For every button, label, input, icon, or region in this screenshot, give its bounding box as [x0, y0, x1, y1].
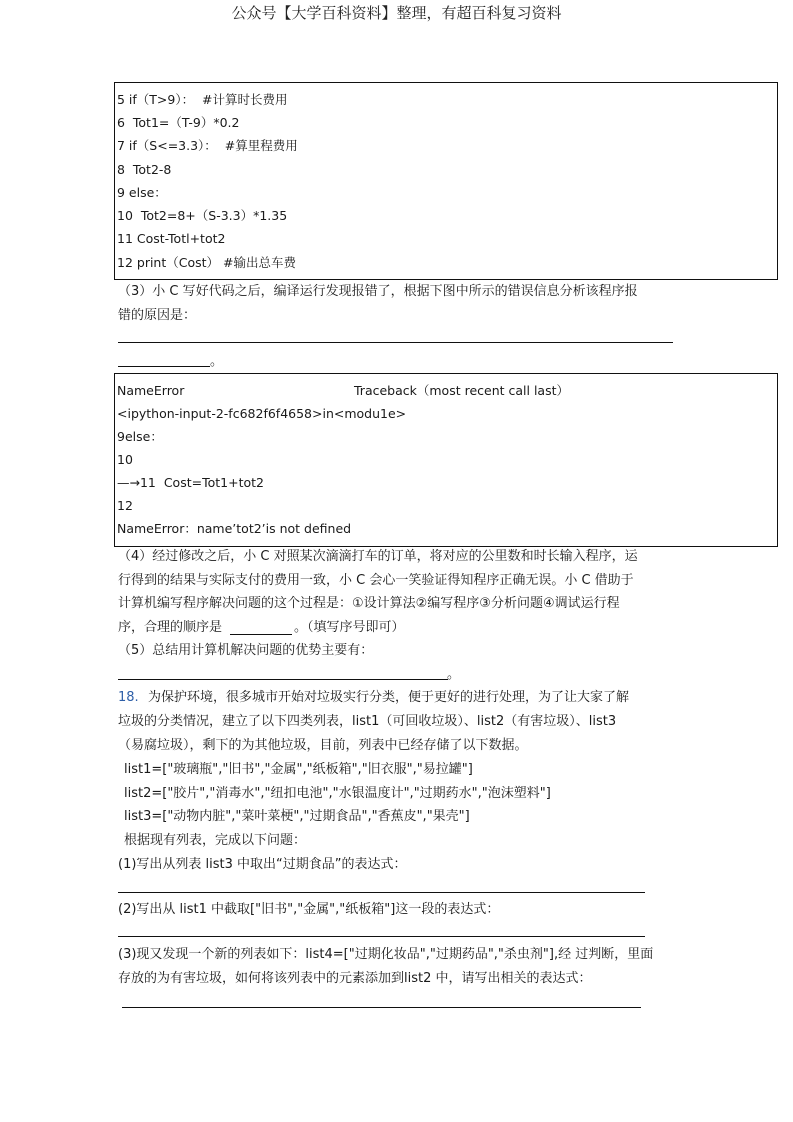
code-line: 9 else：: [117, 185, 167, 200]
q3-text-line: （3）小 C 写好代码之后，编译运行发现报错了，根据下图中所示的错误信息分析该程序报: [118, 284, 638, 299]
list1-data: list1=["玻璃瓶","旧书","金属","纸板箱","旧衣服","易拉罐"]: [124, 762, 473, 777]
q3-answer-blank[interactable]: [118, 366, 210, 367]
q18-sub2-blank[interactable]: [118, 936, 645, 937]
error-line: —→11 Cost=Tot1+tot2: [117, 475, 264, 490]
error-box: [114, 373, 778, 547]
error-line: <ipython-input-2-fc682f6f4658>in<modu1e>: [117, 406, 407, 421]
q5-end-mark: 。: [447, 667, 461, 682]
code-line: 5 if（T>9）： #计算时长费用: [117, 92, 288, 107]
q3-text-line: 错的原因是：: [118, 308, 197, 323]
q4-text-line: 行得到的结果与实际支付的费用一致，小 C 会心一笑验证得知程序正确无误。小 C 借助于: [118, 573, 634, 588]
error-line: NameError：name’tot2’is not defined: [117, 521, 352, 536]
error-line: 10: [117, 452, 133, 467]
error-line: 12: [117, 498, 133, 513]
q18-sub3-line: (3)现又发现一个新的列表如下：list4=["过期化妆品","过期药品","杀虫剂"],经 过判断，里面: [118, 947, 654, 962]
list3-data: list3=["动物内脏","菜叶菜梗","过期食品","香蕉皮","果壳"]: [124, 809, 470, 824]
q18-sub3-line: 存放的为有害垃圾，如何将该列表中的元素添加到list2 中，请写出相关的表达式：: [118, 971, 592, 986]
q4-text-line: （4）经过修改之后，小 C 对照某次滴滴打车的订单，将对应的公里数和时长输入程序，运: [118, 549, 638, 564]
error-name: NameError: [117, 383, 185, 398]
q4-answer-blank[interactable]: [230, 634, 292, 635]
code-line: 8 Tot2-8: [117, 162, 172, 177]
error-line: 9else：: [117, 429, 163, 444]
list2-data: list2=["胶片","消毒水","纽扣电池","水银温度计","过期药水","泡沫塑料"]: [124, 786, 551, 801]
q5-text: （5）总结用计算机解决问题的优势主要有：: [118, 643, 374, 658]
q5-answer-blank[interactable]: [118, 679, 448, 680]
q4-text-suffix: 。（填写序号即可）: [294, 620, 405, 635]
page-header: 公众号【大学百科资料】整理，有超百科复习资料: [231, 4, 562, 22]
code-line: 10 Tot2=8+（S-3.3）*1.35: [117, 208, 288, 223]
q18-intro-line: 垃圾的分类情况，建立了以下四类列表，list1（可回收垃圾）、list2（有害垃圾）、list3: [118, 714, 617, 729]
q18-intro-line: （易腐垃圾），剩下的为其他垃圾，目前，列表中已经存储了以下数据。: [118, 738, 528, 753]
code-line: 7 if（S<=3.3）： #算里程费用: [117, 138, 298, 153]
q18-intro-line: 为保护环境，很多城市开始对垃圾实行分类，便于更好的进行处理，为了让大家了解: [148, 690, 630, 705]
code-line: 6 Tot1=（T-9）*0.2: [117, 115, 240, 130]
q18-sub3-blank[interactable]: [122, 1007, 641, 1008]
q18-sub2: (2)写出从 list1 中截取["旧书","金属","纸板箱"]这一段的表达式：: [118, 902, 500, 917]
q3-answer-blank[interactable]: [118, 342, 673, 343]
q18-prompt: 根据现有列表，完成以下问题：: [124, 833, 307, 848]
traceback-label: Traceback（most recent call last）: [354, 383, 569, 398]
code-box: [114, 82, 778, 280]
q4-text-line: 计算机编写程序解决问题的这个过程是：①设计算法②编写程序③分析问题④调试运行程: [118, 596, 620, 611]
q4-text-prefix: 序，合理的顺序是: [118, 620, 223, 635]
q18-number: 18.: [118, 690, 139, 705]
q18-sub1-blank[interactable]: [118, 892, 645, 893]
q18-sub1: (1)写出从列表 list3 中取出“过期食品”的表达式：: [118, 857, 407, 872]
code-line: 12 print（Cost） #输出总车费: [117, 255, 296, 270]
q3-end-mark: 。: [210, 354, 224, 369]
code-line: 11 Cost-Totl+tot2: [117, 231, 226, 246]
